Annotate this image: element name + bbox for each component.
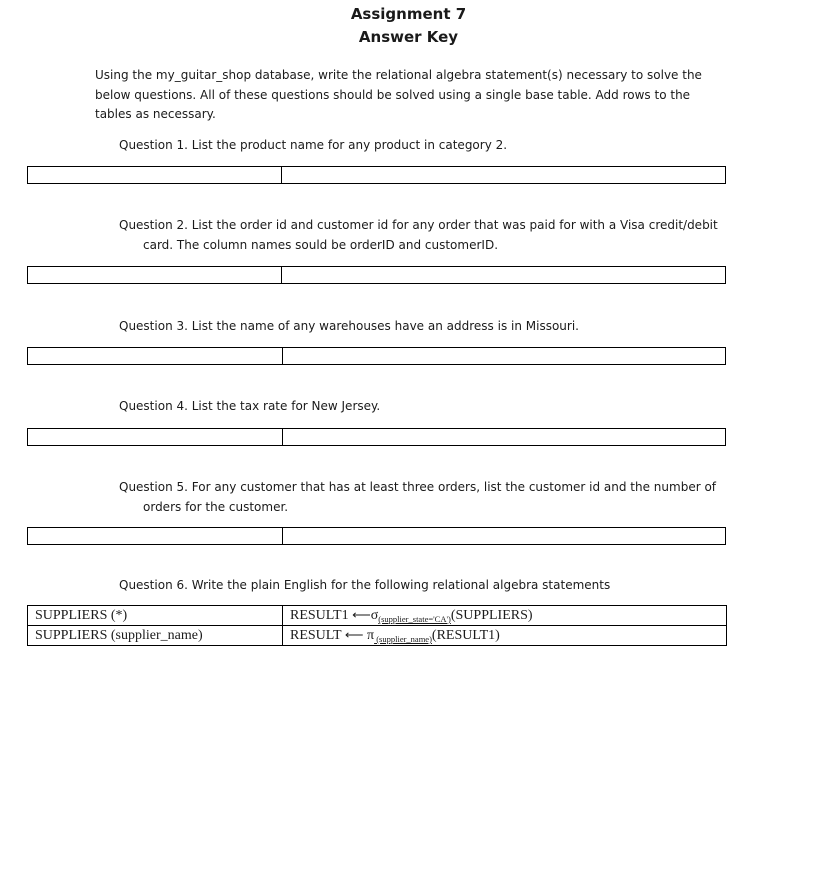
answer-cell-right[interactable] <box>283 528 725 544</box>
question-2 <box>119 215 729 255</box>
result-name: RESULT1 <box>290 608 353 623</box>
select-operator: σ <box>370 608 379 623</box>
assignment-arrow-icon: ⟵ <box>352 607 371 622</box>
assignment-title: Assignment 7 <box>350 5 467 23</box>
answer-cell-right[interactable] <box>282 267 725 283</box>
relation-name: (RESULT1) <box>431 628 500 643</box>
answer-box-3[interactable] <box>27 347 726 365</box>
answer-cell-left[interactable] <box>28 267 282 283</box>
question-text: Question 6. Write the plain English for the following relational algebra statements <box>119 578 611 592</box>
question-text: Question 2. List the order id and customer id for any order that was paid for with a Visa credit/debit <box>119 218 718 232</box>
question-text-continued: card. The column names sould be orderID and customerID. <box>143 238 499 252</box>
answer-cell-right[interactable] <box>282 167 725 183</box>
english-cell[interactable]: SUPPLIERS (*) <box>28 606 283 626</box>
instructions-line: below questions. All of these questions should be solved using a single base table. Add rows to the <box>95 87 691 102</box>
answer-box-2[interactable] <box>27 266 726 284</box>
question-text: Question 1. List the product name for any product in category 2. <box>119 138 508 152</box>
selection-condition: (supplier_state='CA') <box>378 614 451 624</box>
relation-name: (SUPPLIERS) <box>450 608 533 623</box>
answer-box-1[interactable] <box>27 166 726 184</box>
question-4 <box>119 396 729 416</box>
table-row <box>28 626 727 646</box>
instructions-paragraph <box>95 66 710 125</box>
result-name: RESULT <box>290 628 345 643</box>
project-operator: π <box>363 628 375 643</box>
english-cell[interactable]: SUPPLIERS (supplier_name) <box>28 626 283 646</box>
answer-key-subtitle: Answer Key <box>358 28 459 46</box>
projection-attributes: (supplier_name) <box>374 634 432 644</box>
relational-algebra-table <box>27 605 727 646</box>
algebra-cell <box>283 626 727 646</box>
answer-cell-left[interactable] <box>28 348 283 364</box>
answer-box-5[interactable] <box>27 527 726 545</box>
question-text: Question 4. List the tax rate for New Jersey. <box>119 399 381 413</box>
question-text-continued: orders for the customer. <box>143 500 289 514</box>
question-3 <box>119 316 729 336</box>
answer-cell-right[interactable] <box>283 348 725 364</box>
assignment-arrow-icon: ⟵ <box>344 627 364 642</box>
instructions-line: Using the my_guitar_shop database, write the relational algebra statement(s) necessary to solve the <box>95 68 702 82</box>
answer-cell-left[interactable] <box>28 167 282 183</box>
algebra-cell <box>283 606 727 626</box>
table-row <box>28 606 727 626</box>
question-5 <box>119 477 729 517</box>
question-1 <box>119 135 729 155</box>
answer-cell-right[interactable] <box>283 429 725 445</box>
question-text: Question 5. For any customer that has at least three orders, list the customer id and the number of <box>119 480 717 494</box>
answer-box-4[interactable] <box>27 428 726 446</box>
question-text: Question 3. List the name of any warehouses have an address is in Missouri. <box>119 319 579 333</box>
answer-cell-left[interactable] <box>28 429 283 445</box>
instructions-line: tables as necessary. <box>95 107 216 121</box>
answer-cell-left[interactable] <box>28 528 283 544</box>
question-6 <box>119 575 729 595</box>
